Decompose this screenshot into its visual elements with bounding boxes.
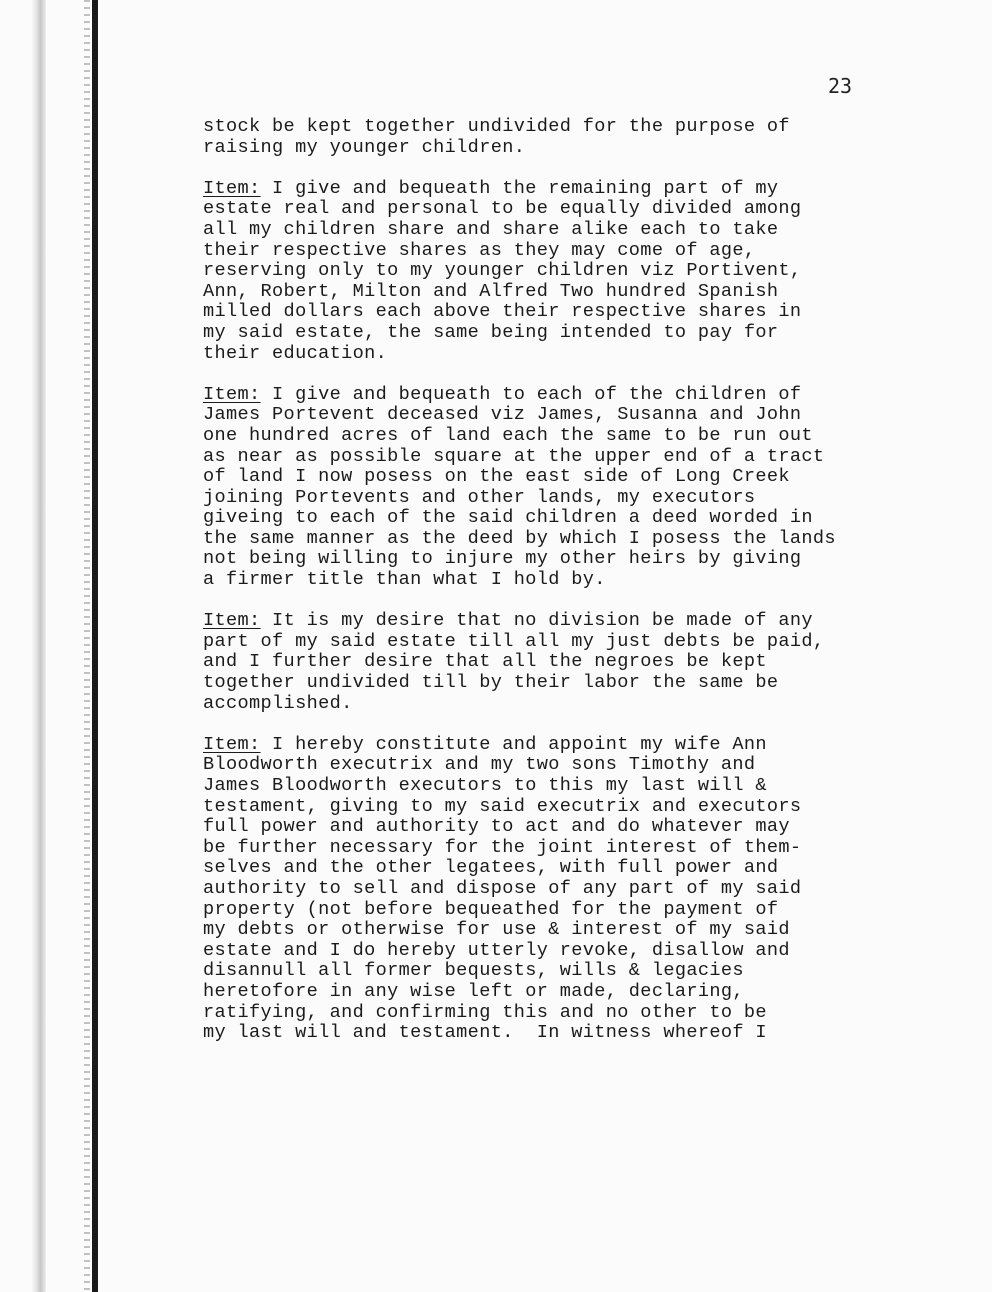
- item-label: Item:: [203, 177, 261, 199]
- text-line: one hundred acres of land each the same to be run out: [203, 424, 813, 446]
- text-line: part of my said estate till all my just debts be paid,: [203, 630, 825, 652]
- paragraph-1: [203, 117, 903, 158]
- text-line: my last will and testament. In witness whereof I: [203, 1022, 767, 1044]
- text-line: together undivided till by their labor the same be: [203, 672, 779, 694]
- text-line: of land I now posess on the east side of Long Creek: [203, 466, 790, 488]
- text-line: as near as possible square at the upper end of a tract: [203, 445, 825, 467]
- text-line: their respective shares as they may come of age,: [203, 239, 756, 261]
- text-line: selves and the other legatees, with full power and: [203, 857, 779, 879]
- document-body: [203, 117, 903, 1044]
- scan-binding-line: [92, 0, 98, 1292]
- text-line: giveing to each of the said children a deed worded in: [203, 507, 813, 529]
- paragraph-4: [203, 611, 903, 714]
- text-line: milled dollars each above their respective shares in: [203, 301, 802, 323]
- item-label: Item:: [203, 383, 261, 405]
- text-line: estate and I do hereby utterly revoke, disallow and: [203, 939, 790, 961]
- paragraph-2: [203, 179, 903, 364]
- text-line: James Bloodworth executors to this my last will &: [203, 775, 767, 796]
- text-line: Ann, Robert, Milton and Alfred Two hundred Spanish: [203, 280, 779, 302]
- item-label: Item:: [203, 610, 261, 632]
- text-line: joining Portevents and other lands, my executors: [203, 486, 756, 508]
- text-line: property (not before bequeathed for the payment of: [203, 898, 779, 920]
- text-line: Bloodworth executrix and my two sons Timothy and: [203, 754, 756, 776]
- scan-binding-noise: [84, 0, 90, 1292]
- text-line: their education.: [203, 342, 388, 364]
- text-line: James Portevent deceased viz James, Susanna and John: [203, 404, 802, 426]
- text-line: estate real and personal to be equally divided among: [203, 198, 802, 220]
- text-line: I give and bequeath the remaining part of my: [260, 177, 779, 199]
- paragraph-5: [203, 735, 903, 1044]
- text-line: reserving only to my younger children viz Portivent,: [203, 260, 802, 282]
- text-line: not being willing to injure my other heirs by giving: [203, 548, 802, 570]
- text-line: It is my desire that no division be made of any: [260, 610, 813, 632]
- text-line: disannull all former bequests, wills & legacies: [203, 960, 744, 982]
- item-label: Item:: [203, 733, 261, 755]
- text-line: ratifying, and confirming this and no other to be: [203, 1001, 767, 1023]
- paragraph-3: [203, 385, 903, 591]
- text-line: be further necessary for the joint interest of them-: [203, 836, 802, 858]
- text-line: raising my younger children.: [203, 136, 526, 158]
- text-line: stock be kept together undivided for the purpose of: [203, 116, 790, 137]
- page-number: 23: [828, 74, 853, 98]
- text-line: full power and authority to act and do whatever may: [203, 816, 790, 838]
- text-line: I give and bequeath to each of the children of: [260, 383, 802, 405]
- text-line: accomplished.: [203, 692, 353, 714]
- text-line: all my children share and share alike each to take: [203, 218, 779, 240]
- text-line: my said estate, the same being intended to pay for: [203, 321, 779, 343]
- text-line: and I further desire that all the negroes be kept: [203, 651, 767, 673]
- text-line: I hereby constitute and appoint my wife Ann: [260, 733, 767, 755]
- text-line: the same manner as the deed by which I posess the lands: [203, 527, 836, 549]
- scan-binding-shadow: [32, 0, 46, 1292]
- text-line: testament, giving to my said executrix and executors: [203, 795, 802, 817]
- text-line: authority to sell and dispose of any part of my said: [203, 877, 802, 899]
- text-line: my debts or otherwise for use & interest of my said: [203, 919, 790, 941]
- text-line: heretofore in any wise left or made, declaring,: [203, 980, 744, 1002]
- text-line: a firmer title than what I hold by.: [203, 569, 606, 591]
